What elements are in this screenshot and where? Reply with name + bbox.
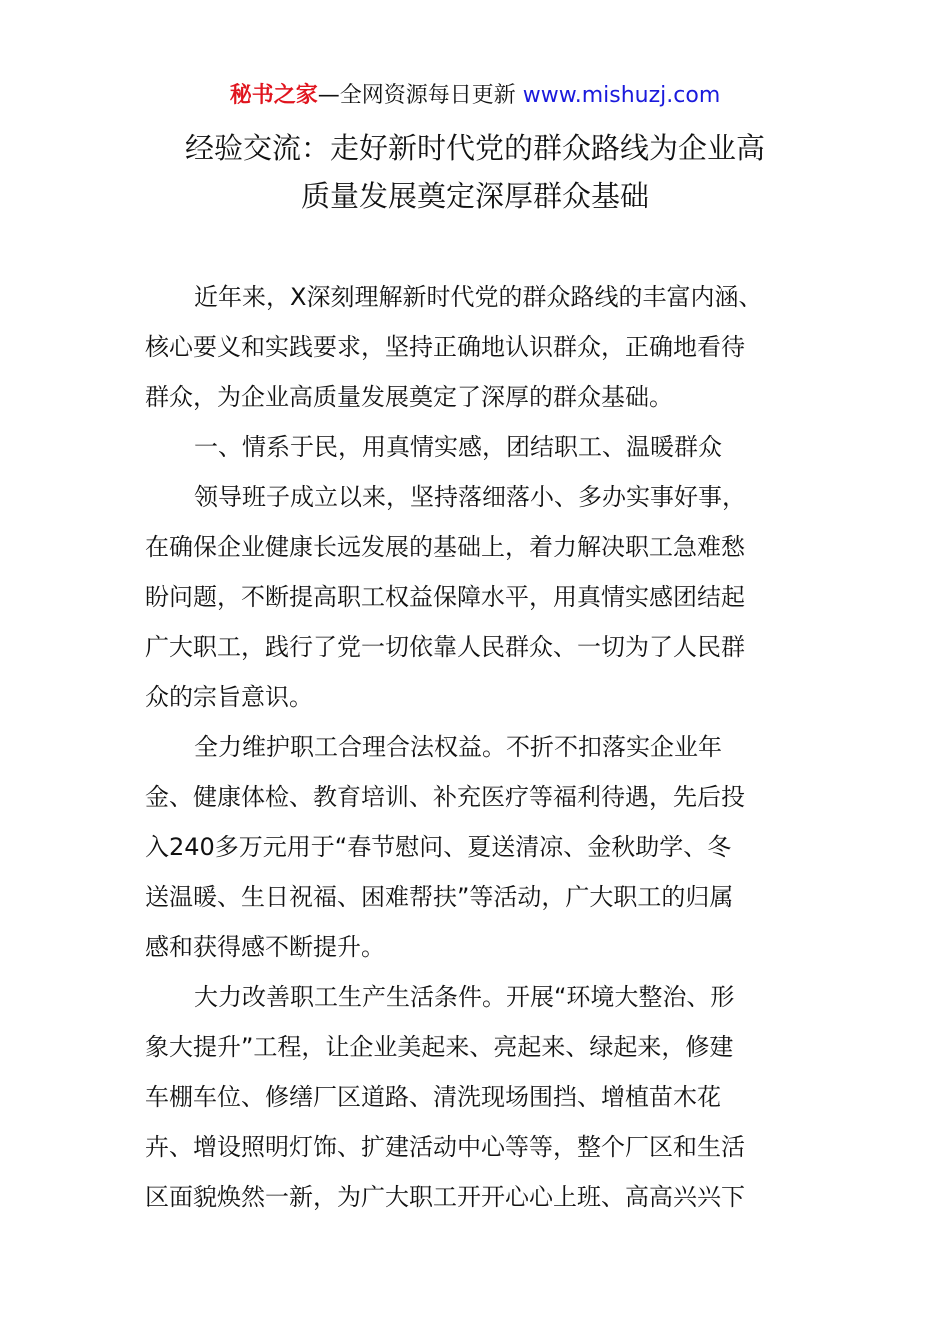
body-line: 核心要义和实践要求，坚持正确地认识群众，正确地看待: [145, 333, 745, 361]
body-line: 广大职工，践行了党一切依靠人民群众、一切为了人民群: [145, 633, 745, 661]
title-line-1: 经验交流：走好新时代党的群众路线为企业高: [184, 131, 765, 165]
body-line: 全力维护职工合理合法权益。不折不扣落实企业年: [194, 733, 722, 761]
body-line: 感和获得感不断提升。: [145, 933, 385, 961]
body-line: 盼问题，不断提高职工权益保障水平，用真情实感团结起: [145, 583, 745, 611]
body-line: 金、健康体检、教育培训、补充医疗等福利待遇，先后投: [145, 783, 745, 811]
body-line: 领导班子成立以来，坚持落细落小、多办实事好事，: [194, 483, 746, 511]
brand-name: 秘书之家: [229, 83, 318, 108]
section-heading: 一、情系于民，用真情实感，团结职工、温暖群众: [194, 433, 722, 461]
body-line: 卉、增设照明灯饰、扩建活动中心等等，整个厂区和生活: [145, 1133, 745, 1161]
body-line: 入240多万元用于“春节慰问、夏送清凉、金秋助学、冬: [145, 833, 732, 861]
body-line: 送温暖、生日祝福、困难帮扶”等活动，广大职工的归属: [145, 883, 734, 911]
site-url: www.mishuzj.com: [522, 83, 721, 108]
site-header: [0, 80, 950, 112]
body-line: 象大提升”工程，让企业美起来、亮起来、绿起来，修建: [145, 1033, 734, 1061]
header-tagline: —全网资源每日更新: [317, 83, 523, 108]
body-line: 车棚车位、修缮厂区道路、清洗现场围挡、增植苗木花: [145, 1083, 721, 1111]
body-line: 大力改善职工生产生活条件。开展“环境大整治、形: [194, 983, 735, 1011]
body-line: 区面貌焕然一新，为广大职工开开心心上班、高高兴兴下: [145, 1183, 745, 1211]
body-line: 近年来，X深刻理解新时代党的群众路线的丰富内涵、: [194, 283, 763, 311]
title-line-2: 质量发展奠定深厚群众基础: [300, 179, 649, 213]
body-line: 群众，为企业高质量发展奠定了深厚的群众基础。: [145, 383, 673, 411]
body-line: 在确保企业健康长远发展的基础上，着力解决职工急难愁: [145, 533, 745, 561]
body-line: 众的宗旨意识。: [145, 683, 313, 711]
document-title: [60, 124, 890, 220]
